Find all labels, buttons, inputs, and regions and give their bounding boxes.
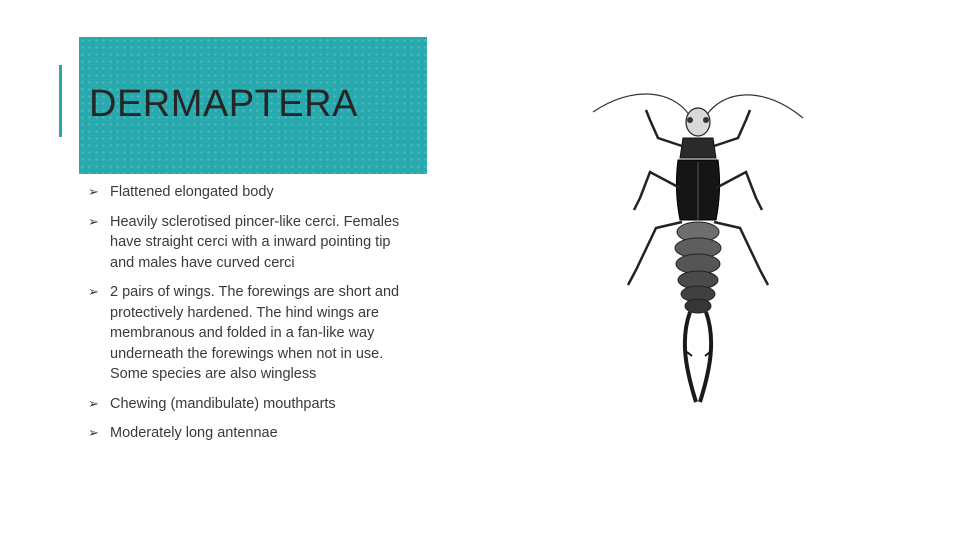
arrow-bullet-icon: ➢ [88,184,99,199]
bullet-item [88,282,418,385]
bullet-item [88,182,418,203]
bullet-text: Chewing (mandibulate) mouthparts [110,395,336,412]
bullet-text: Heavily sclerotised pincer-like cerci. Females have straight cerci with a inward pointing tip and males have curved cerci [110,213,400,271]
bullet-text: Moderately long antennae [110,425,278,441]
accent-line [59,65,62,137]
bullet-item [88,423,418,444]
earwig-illustration [588,80,808,410]
arrow-bullet-icon: ➢ [88,213,99,229]
bullet-item [88,212,418,274]
bullet-list [88,182,418,453]
bullet-text: 2 pairs of wings. The forewings are short and protectively hardened. The hind wings are membranous and folded in a fan-like way underneath the forewings when not in use. Some species are also wingless [110,284,400,382]
arrow-bullet-icon: ➢ [88,425,99,440]
arrow-bullet-icon: ➢ [88,284,99,299]
bullet-text: Flattened elongated body [110,184,274,200]
arrow-bullet-icon: ➢ [88,395,99,411]
title-box [79,37,427,174]
bullet-item [88,394,418,415]
slide-title: DERMAPTERA [89,83,358,125]
